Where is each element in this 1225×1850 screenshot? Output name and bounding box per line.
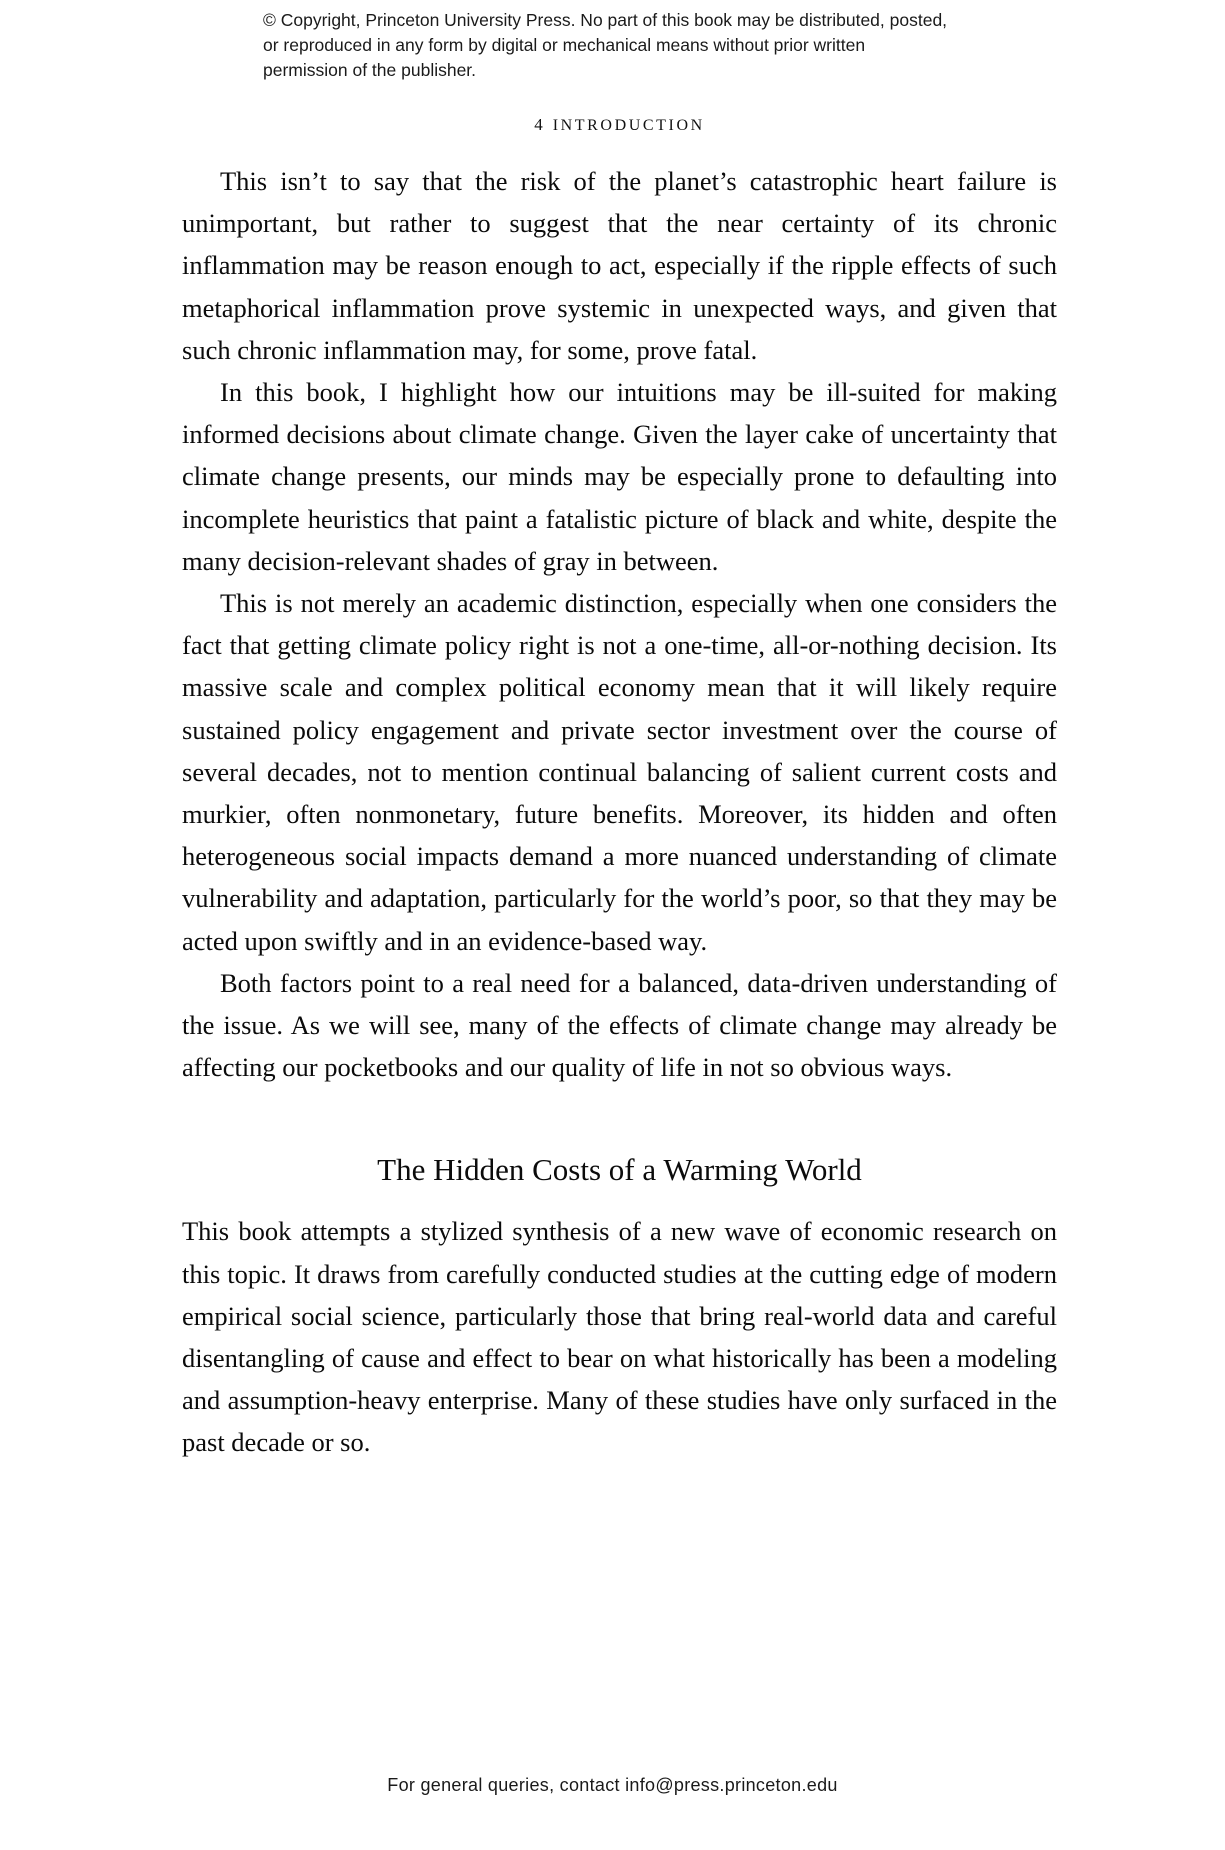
copyright-notice: © Copyright, Princeton University Press. No part of this book may be distributed, posted, or reproduced in any form by digital or mechanical means without prior written permission of the publisher. (263, 10, 948, 80)
paragraph: This book attempts a stylized synthesis of a new wave of economic research on this topic. It draws from carefully conducted studies at the cutting edge of modern empirical social science, particularly those that bring real-world data and careful disentangling of cause and effect to bear on what historically has been a modeling and assumption-heavy enterprise. Many of these studies have only surfaced in the past decade or so. (182, 1216, 1057, 1458)
paragraph: This isn’t to say that the risk of the planet’s catastrophic heart failure is unimportant, but rather to suggest that the near certainty of its chronic inflammation may be reason enough to act, especially if the ripple effects of such metaphorical inflammation prove systemic in unexpected ways, and given that such chronic inflammation may, for some, prove fatal. (182, 166, 1057, 365)
paragraph: Both factors point to a real need for a balanced, data-driven understanding of the issue. As we will see, many of the effects of climate change may already be affecting our pocketbooks and our quality of life in not so obvious ways. (182, 967, 1057, 1083)
body-text-column (182, 160, 1057, 1464)
page-number: 4 (534, 115, 543, 134)
footer-notice: For general queries, contact info@press.princeton.edu (387, 1775, 838, 1795)
running-head (182, 115, 1057, 135)
paragraph: In this book, I highlight how our intuitions may be ill-suited for making informed decisions about climate change. Given the layer cake of uncertainty that climate change presents, our minds may be especially prone to defaulting into incomplete heuristics that paint a fatalistic picture of black and white, despite the many decision-relevant shades of gray in between. (182, 377, 1057, 576)
paragraph: This is not merely an academic distinction, especially when one considers the fact that getting climate policy right is not a one-time, all-or-nothing decision. Its massive scale and complex political economy mean that it will likely require sustained policy engagement and private sector investment over the course of several decades, not to mention continual balancing of salient current costs and murkier, often nonmonetary, future benefits. Moreover, its hidden and often heterogeneous social impacts demand a more nuanced understanding of climate vulnerability and adaptation, particularly for the world’s poor, so that they may be acted upon swiftly and in an evidence-based way. (182, 588, 1057, 956)
section-heading: The Hidden Costs of a Warming World (377, 1152, 862, 1188)
running-head-label: INTRODUCTION (552, 117, 705, 134)
